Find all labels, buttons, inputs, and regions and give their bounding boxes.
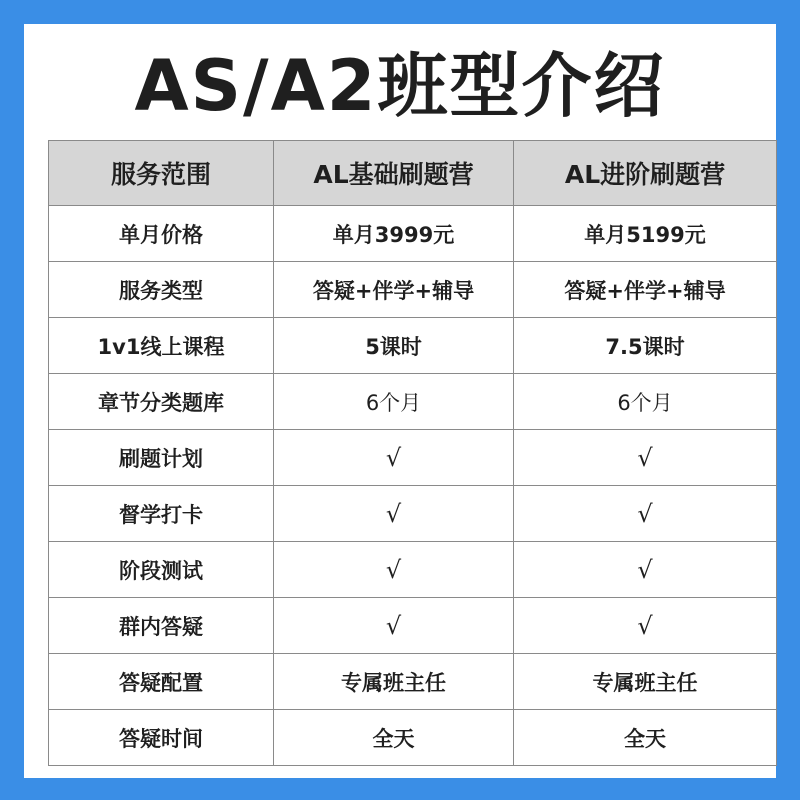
checkmark-icon: √ xyxy=(274,542,514,598)
checkmark-icon: √ xyxy=(514,598,777,654)
header-service-scope: 服务范围 xyxy=(49,141,274,206)
header-advanced-camp: AL进阶刷题营 xyxy=(514,141,777,206)
checkmark-icon: √ xyxy=(514,542,777,598)
checkmark-icon: √ xyxy=(274,598,514,654)
header-basic-camp: AL基础刷题营 xyxy=(274,141,514,206)
table-row xyxy=(49,374,777,430)
basic-camp-value: 专属班主任 xyxy=(274,654,514,710)
basic-camp-value: 答疑+伴学+辅导 xyxy=(274,262,514,318)
page-title: AS/A2班型介绍 xyxy=(134,45,666,127)
table-row xyxy=(49,654,777,710)
advanced-camp-value: 6个月 xyxy=(514,374,777,430)
row-label: 答疑配置 xyxy=(49,654,274,710)
row-label: 章节分类题库 xyxy=(49,374,274,430)
checkmark-icon: √ xyxy=(514,486,777,542)
advanced-camp-value: 专属班主任 xyxy=(514,654,777,710)
basic-camp-value: 全天 xyxy=(274,710,514,766)
table-row xyxy=(49,710,777,766)
row-label: 服务类型 xyxy=(49,262,274,318)
row-label: 答疑时间 xyxy=(49,710,274,766)
content-card xyxy=(24,24,776,778)
table-row xyxy=(49,430,777,486)
advanced-camp-value: 答疑+伴学+辅导 xyxy=(514,262,777,318)
row-label: 单月价格 xyxy=(49,206,274,262)
table-row xyxy=(49,598,777,654)
table-row xyxy=(49,206,777,262)
checkmark-icon: √ xyxy=(274,430,514,486)
row-label: 阶段测试 xyxy=(49,542,274,598)
advanced-camp-value: 单月5199元 xyxy=(514,206,777,262)
table-row xyxy=(49,542,777,598)
table-row xyxy=(49,262,777,318)
advanced-camp-value: 7.5课时 xyxy=(514,318,777,374)
row-label: 群内答疑 xyxy=(49,598,274,654)
checkmark-icon: √ xyxy=(274,486,514,542)
advanced-camp-value: 全天 xyxy=(514,710,777,766)
checkmark-icon: √ xyxy=(514,430,777,486)
table-row xyxy=(49,318,777,374)
basic-camp-value: 6个月 xyxy=(274,374,514,430)
table-body xyxy=(49,206,777,766)
table-header-row xyxy=(49,141,777,206)
table-row xyxy=(49,486,777,542)
row-label: 督学打卡 xyxy=(49,486,274,542)
row-label: 刷题计划 xyxy=(49,430,274,486)
class-comparison-table xyxy=(48,140,777,766)
basic-camp-value: 单月3999元 xyxy=(274,206,514,262)
row-label: 1v1线上课程 xyxy=(49,318,274,374)
basic-camp-value: 5课时 xyxy=(274,318,514,374)
